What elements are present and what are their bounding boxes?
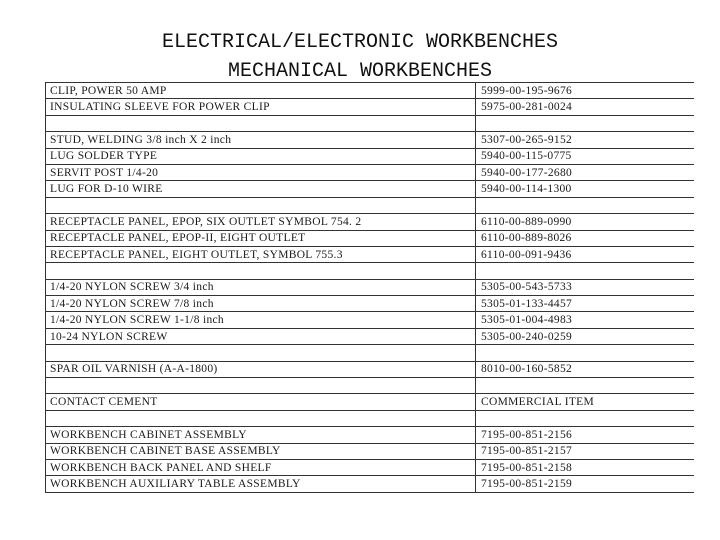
stock-number-cell: 5305-00-543-5733 <box>476 279 695 295</box>
table-row <box>46 427 695 443</box>
table-row <box>46 197 695 213</box>
table-row <box>46 214 695 230</box>
item-description-cell: 1/4-20 NYLON SCREW 1-1/8 inch <box>46 312 476 328</box>
item-description-cell: 1/4-20 NYLON SCREW 7/8 inch <box>46 296 476 312</box>
stock-number-cell: 5305-00-240-0259 <box>476 328 695 344</box>
item-description-cell: SERVIT POST 1/4-20 <box>46 164 476 180</box>
stock-number-cell: 5975-00-281-0024 <box>476 99 695 115</box>
table-row <box>46 328 695 344</box>
stock-number-cell <box>476 263 695 279</box>
table-row <box>46 181 695 197</box>
item-description-cell: WORKBENCH BACK PANEL AND SHELF <box>46 459 476 475</box>
item-description-cell <box>46 345 476 361</box>
item-description-cell <box>46 263 476 279</box>
stock-number-cell: 7195-00-851-2159 <box>476 476 695 492</box>
stock-number-cell <box>476 115 695 131</box>
stock-number-cell: 6110-00-091-9436 <box>476 246 695 262</box>
parts-table-body <box>46 83 695 493</box>
stock-number-cell: 5940-00-114-1300 <box>476 181 695 197</box>
stock-number-cell: 5305-01-004-4983 <box>476 312 695 328</box>
table-row <box>46 410 695 426</box>
stock-number-cell: 7195-00-851-2158 <box>476 459 695 475</box>
item-description-cell: WORKBENCH CABINET ASSEMBLY <box>46 427 476 443</box>
table-row <box>46 164 695 180</box>
table-row <box>46 115 695 131</box>
table-row <box>46 394 695 410</box>
item-description-cell: SPAR OIL VARNISH (A-A-1800) <box>46 361 476 377</box>
table-row <box>46 476 695 492</box>
stock-number-cell: 5999-00-195-9676 <box>476 83 695 99</box>
item-description-cell: CONTACT CEMENT <box>46 394 476 410</box>
table-row <box>46 345 695 361</box>
stock-number-cell <box>476 410 695 426</box>
stock-number-cell: 5940-00-115-0775 <box>476 148 695 164</box>
item-description-cell <box>46 197 476 213</box>
table-row <box>46 378 695 394</box>
item-description-cell: RECEPTACLE PANEL, EPOP-II, EIGHT OUTLET <box>46 230 476 246</box>
parts-table-container <box>45 82 694 495</box>
table-row <box>46 230 695 246</box>
table-row <box>46 263 695 279</box>
stock-number-cell: 5940-00-177-2680 <box>476 164 695 180</box>
item-description-cell: 10-24 NYLON SCREW <box>46 328 476 344</box>
stock-number-cell: 6110-00-889-0990 <box>476 214 695 230</box>
table-row <box>46 443 695 459</box>
stock-number-cell <box>476 345 695 361</box>
stock-number-cell: COMMERCIAL ITEM <box>476 394 695 410</box>
item-description-cell: 1/4-20 NYLON SCREW 3/4 inch <box>46 279 476 295</box>
stock-number-cell: 5305-01-133-4457 <box>476 296 695 312</box>
table-row <box>46 148 695 164</box>
item-description-cell: WORKBENCH AUXILIARY TABLE ASSEMBLY <box>46 476 476 492</box>
stock-number-cell: 5307-00-265-9152 <box>476 132 695 148</box>
table-row <box>46 312 695 328</box>
stock-number-cell: 6110-00-889-8026 <box>476 230 695 246</box>
item-description-cell: CLIP, POWER 50 AMP <box>46 83 476 99</box>
stock-number-cell: 7195-00-851-2157 <box>476 443 695 459</box>
stock-number-cell <box>476 378 695 394</box>
parts-table <box>45 82 694 493</box>
table-row <box>46 459 695 475</box>
table-row <box>46 246 695 262</box>
stock-number-cell <box>476 197 695 213</box>
page-title: ELECTRICAL/ELECTRONIC WORKBENCHES <box>161 31 559 54</box>
table-row <box>46 99 695 115</box>
stock-number-cell: 8010-00-160-5852 <box>476 361 695 377</box>
table-row <box>46 83 695 99</box>
item-description-cell: STUD, WELDING 3/8 inch X 2 inch <box>46 132 476 148</box>
item-description-cell: RECEPTACLE PANEL, EIGHT OUTLET, SYMBOL 755.3 <box>46 246 476 262</box>
item-description-cell <box>46 115 476 131</box>
table-row <box>46 279 695 295</box>
item-description-cell: WORKBENCH CABINET BASE ASSEMBLY <box>46 443 476 459</box>
table-row <box>46 361 695 377</box>
item-description-cell: INSULATING SLEEVE FOR POWER CLIP <box>46 99 476 115</box>
item-description-cell <box>46 410 476 426</box>
table-row <box>46 132 695 148</box>
item-description-cell: RECEPTACLE PANEL, EPOP, SIX OUTLET SYMBOL 754. 2 <box>46 214 476 230</box>
stock-number-cell: 7195-00-851-2156 <box>476 427 695 443</box>
page-subtitle: MECHANICAL WORKBENCHES <box>227 60 493 83</box>
item-description-cell: LUG FOR D-10 WIRE <box>46 181 476 197</box>
item-description-cell: LUG SOLDER TYPE <box>46 148 476 164</box>
table-row <box>46 296 695 312</box>
item-description-cell <box>46 378 476 394</box>
